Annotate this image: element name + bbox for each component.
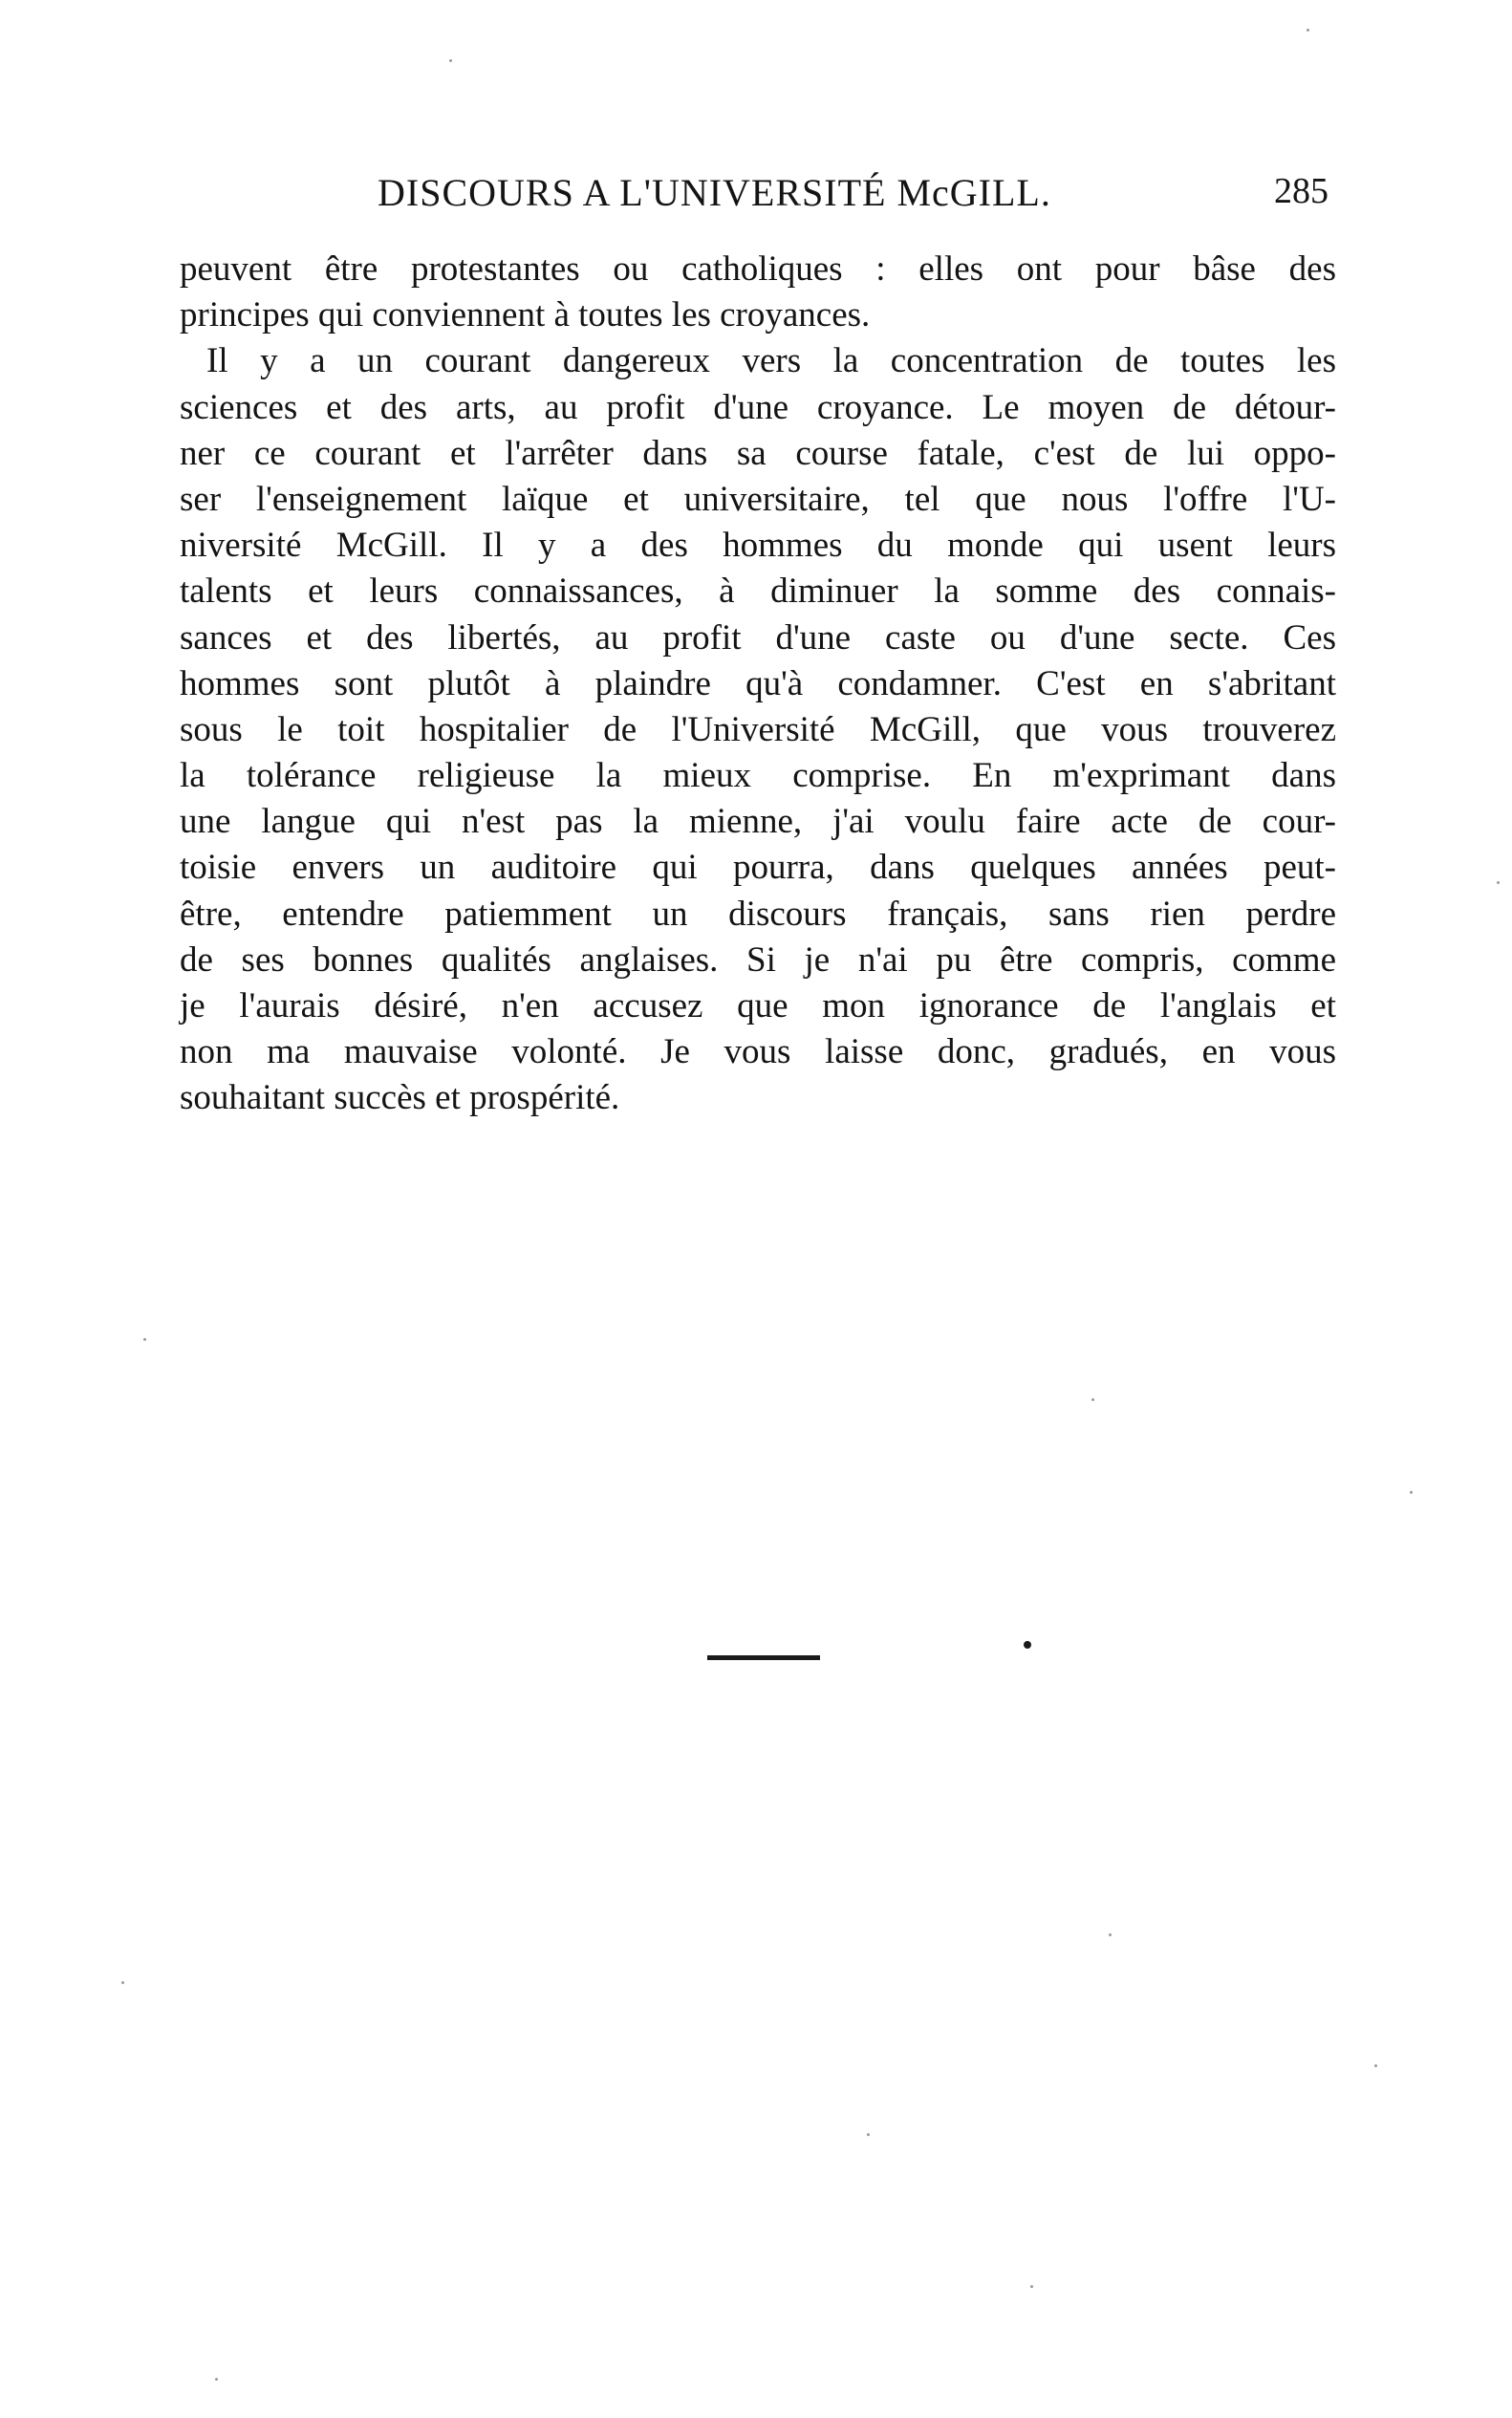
text-line: souhaitant succès et prospérité. (180, 1078, 620, 1118)
text-line: être, entendre patiemment un discours français, sans rien perdre (180, 894, 1336, 934)
text-line: niversité McGill. Il y a des hommes du monde qui usent leurs (180, 526, 1336, 566)
end-rule (707, 1655, 820, 1660)
body-text (180, 247, 1336, 1122)
text-line: sances et des libertés, au profit d'une caste ou d'une secte. Ces (180, 617, 1336, 658)
text-line: toisie envers un auditoire qui pourra, dans quelques années peut- (180, 848, 1336, 888)
running-head (182, 170, 1328, 218)
text-line: non ma mauvaise volonté. Je vous laisse donc, gradués, en vous (180, 1032, 1336, 1072)
text-line: principes qui conviennent à toutes les croyances. (180, 295, 871, 335)
scan-speck (1497, 881, 1500, 884)
scan-speck (143, 1338, 146, 1341)
text-line: ner ce courant et l'arrêter dans sa course fatale, c'est de lui oppo- (180, 433, 1336, 473)
text-line: sciences et des arts, au profit d'une croyance. Le moyen de détour- (180, 387, 1336, 427)
text-line: sous le toit hospitalier de l'Université McGill, que vous trouverez (180, 709, 1336, 749)
text-line: je l'aurais désiré, n'en accusez que mon ignorance de l'anglais et (180, 986, 1336, 1025)
scan-speck (1307, 29, 1309, 32)
scan-speck (1410, 1491, 1413, 1494)
text-line: hommes sont plutôt à plaindre qu'à condamner. C'est en s'abritant (180, 663, 1336, 703)
text-line: talents et leurs connaissances, à diminuer la somme des connais- (180, 572, 1336, 612)
scan-speck (449, 59, 452, 62)
scan-speck (1091, 1398, 1094, 1401)
scan-speck (1374, 2064, 1377, 2067)
scan-speck (215, 2378, 218, 2381)
text-line: Il y a un courant dangereux vers la concentration de toutes les (206, 341, 1336, 381)
page-number: 285 (1274, 171, 1328, 211)
scan-speck (121, 1981, 124, 1984)
text-line: la tolérance religieuse la mieux comprise. En m'exprimant dans (180, 756, 1336, 796)
scan-speck (867, 2133, 870, 2136)
text-line: ser l'enseignement laïque et universitaire, tel que nous l'offre l'U- (180, 479, 1336, 519)
running-title: DISCOURS A L'UNIVERSITÉ McGILL. (378, 171, 1051, 214)
scan-speck (1109, 1933, 1112, 1936)
text-line: peuvent être protestantes ou catholiques : elles ont pour bâse des (180, 249, 1336, 289)
scan-speck (1030, 2285, 1033, 2288)
text-line: une langue qui n'est pas la mienne, j'ai voulu faire acte de cour- (180, 802, 1336, 842)
text-line: de ses bonnes qualités anglaises. Si je n'ai pu être compris, comme (180, 939, 1336, 980)
ink-dot (1024, 1641, 1031, 1649)
